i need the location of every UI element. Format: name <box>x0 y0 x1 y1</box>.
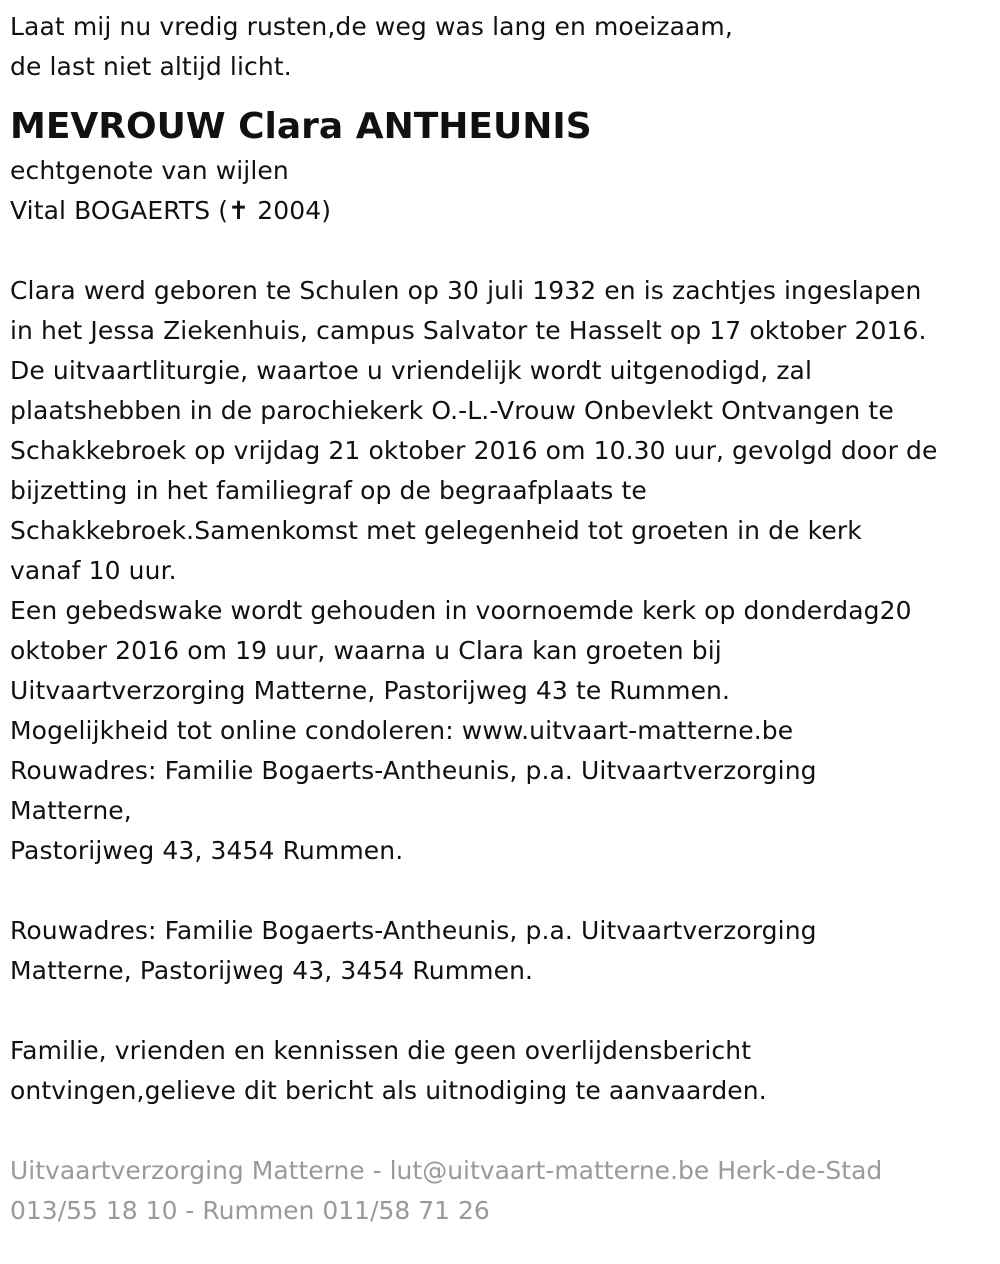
address-line: Rouwadres: Familie Bogaerts-Antheunis, p.a. Uitvaartverzorging <box>10 916 817 945</box>
spacer <box>10 871 990 911</box>
body-line: vanaf 10 uur. <box>10 556 177 585</box>
obituary-page <box>10 7 990 1231</box>
spacer <box>10 991 990 1031</box>
deceased-name: MEVROUW Clara ANTHEUNIS <box>10 106 592 147</box>
spacer <box>10 231 990 271</box>
poem-line: Laat mij nu vredig rusten,de weg was lang en moeizaam, <box>10 12 733 41</box>
body-line: Matterne, <box>10 796 132 825</box>
body-line: Schakkebroek.Samenkomst met gelegenheid tot groeten in de kerk <box>10 516 862 545</box>
body-line: bijzetting in het familiegraf op de begraafplaats te <box>10 476 647 505</box>
body-line: De uitvaartliturgie, waartoe u vriendelijk wordt uitgenodigd, zal <box>10 356 813 385</box>
address-line: Matterne, Pastorijweg 43, 3454 Rummen. <box>10 956 534 985</box>
spacer <box>10 1111 990 1151</box>
footer-line: 013/55 18 10 - Rummen 011/58 71 26 <box>10 1196 490 1225</box>
relation-text: echtgenote van wijlen <box>10 156 289 185</box>
body-line: Clara werd geboren te Schulen op 30 juli 1932 en is zachtjes ingeslapen <box>10 276 922 305</box>
spacer <box>10 87 990 103</box>
poem <box>10 7 990 87</box>
funeral-home-footer <box>10 1151 990 1231</box>
obituary-body <box>10 271 990 871</box>
body-line: Een gebedswake wordt gehouden in voornoemde kerk op donderdag20 <box>10 596 912 625</box>
body-line: plaatshebben in de parochiekerk O.-L.-Vrouw Onbevlekt Ontvangen te <box>10 396 894 425</box>
body-line: Pastorijweg 43, 3454 Rummen. <box>10 836 404 865</box>
body-line: in het Jessa Ziekenhuis, campus Salvator te Hasselt op 17 oktober 2016. <box>10 316 927 345</box>
mourning-address <box>10 911 990 991</box>
body-line: Mogelijkheid tot online condoleren: www.uitvaart-matterne.be <box>10 716 794 745</box>
notice-line: ontvingen,gelieve dit bericht als uitnodiging te aanvaarden. <box>10 1076 767 1105</box>
body-line: oktober 2016 om 19 uur, waarna u Clara kan groeten bij <box>10 636 722 665</box>
body-line: Uitvaartverzorging Matterne, Pastorijweg 43 te Rummen. <box>10 676 731 705</box>
spouse-text: Vital BOGAERTS (✝ 2004) <box>10 196 332 225</box>
footer-line: Uitvaartverzorging Matterne - lut@uitvaart-matterne.be Herk-de-Stad <box>10 1156 883 1185</box>
body-line: Rouwadres: Familie Bogaerts-Antheunis, p.a. Uitvaartverzorging <box>10 756 817 785</box>
poem-line: de last niet altijd licht. <box>10 52 292 81</box>
notice-line: Familie, vrienden en kennissen die geen overlijdensbericht <box>10 1036 752 1065</box>
body-line: Schakkebroek op vrijdag 21 oktober 2016 om 10.30 uur, gevolgd door de <box>10 436 938 465</box>
invitation-notice <box>10 1031 990 1111</box>
